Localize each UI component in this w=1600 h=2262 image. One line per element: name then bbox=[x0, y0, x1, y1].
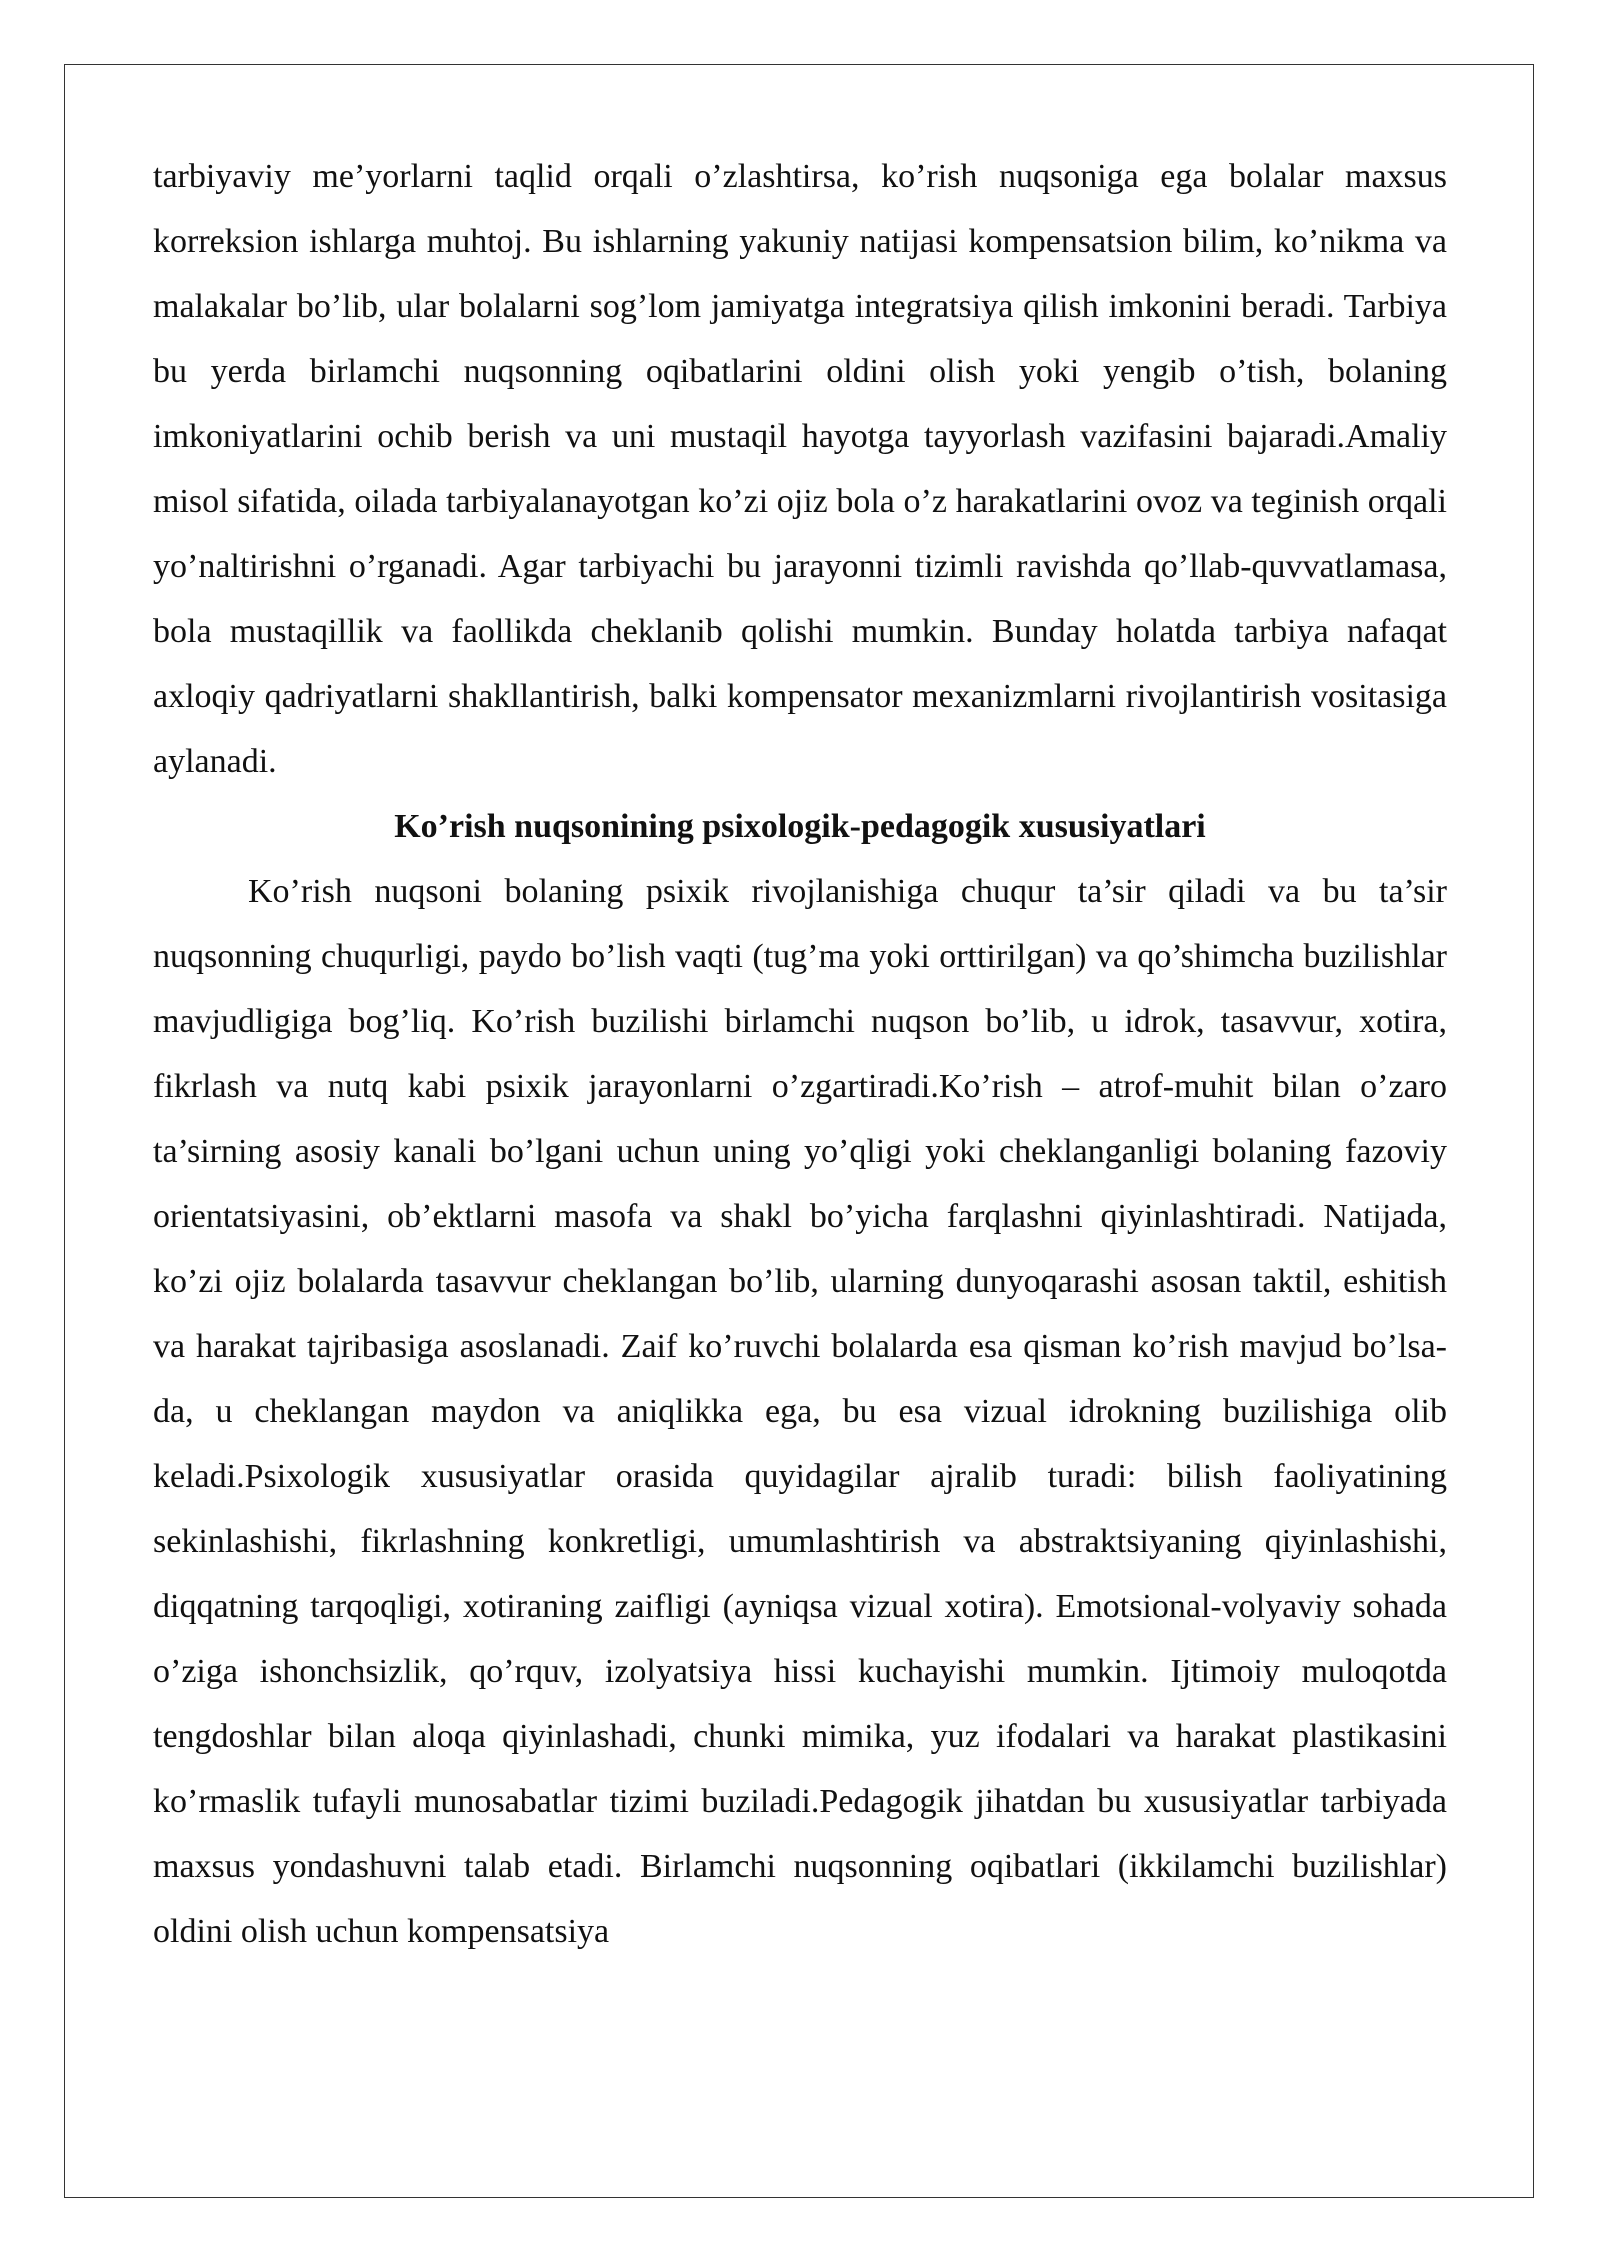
paragraph-continuation: tarbiyaviy me’yorlarni taqlid orqali o’zlashtirsa, ko’rish nuqsoniga ega bolalar maxsus korreksion ishlarga muhtoj. Bu ishlarning yakuniy natijasi kompensatsion bilim, ko’nikma va malakalar bo’lib, ular bolalarni sog’lom jamiyatga integratsiya qilish imkonini beradi. Tarbiya bu yerda birlamchi nuqsonning oqibatlarini oldini olish yoki yengib o’tish, bolaning imkoniyatlarini ochib berish va uni mustaqil hayotga tayyorlash vazifasini bajaradi.Amaliy misol sifatida, oilada tarbiyalanayotgan ko’zi ojiz bola o’z harakatlarini ovoz va teginish orqali yo’naltirishni o’rganadi. Agar tarbiyachi bu jarayonni tizimli ravishda qo’llab-quvvatlamasa, bola mustaqillik va faollikda cheklanib qolishi mumkin. Bunday holatda tarbiya nafaqat axloqiy qadriyatlarni shakllantirish, balki kompensator mexanizmlarni rivojlantirish vositasiga aylanadi. bbox=[153, 158, 1447, 780]
document-body bbox=[153, 144, 1447, 1964]
section-heading: Ko’rish nuqsonining psixologik-pedagogik xususiyatlari bbox=[394, 808, 1206, 845]
paragraph-body: Ko’rish nuqsoni bolaning psixik rivojlanishiga chuqur ta’sir qiladi va bu ta’sir nuqsonning chuqurligi, paydo bo’lish vaqti (tug’ma yoki orttirilgan) va qo’shimcha buzilishlar mavjudligiga bog’liq. Ko’rish buzilishi birlamchi nuqson bo’lib, u idrok, tasavvur, xotira, fikrlash va nutq kabi psixik jarayonlarni o’zgartiradi.Ko’rish – atrof-muhit bilan o’zaro ta’sirning asosiy kanali bo’lgani uchun uning yo’qligi yoki cheklanganligi bolaning fazoviy orientatsiyasini, ob’ektlarni masofa va shakl bo’yicha farqlashni qiyinlashtiradi. Natijada, ko’zi ojiz bolalarda tasavvur cheklangan bo’lib, ularning dunyoqarashi asosan taktil, eshitish va harakat tajribasiga asoslanadi. Zaif ko’ruvchi bolalarda esa qisman ko’rish mavjud bo’lsa-da, u cheklangan maydon va aniqlikka ega, bu esa vizual idrokning buzilishiga olib keladi.Psixologik xususiyatlar orasida quyidagilar ajralib turadi: bilish faoliyatining sekinlashishi, fikrlashning konkretligi, umumlashtirish va abstraktsiyaning qiyinlashishi, diqqatning tarqoqligi, xotiraning zaifligi (ayniqsa vizual xotira). Emotsional-volyaviy sohada o’ziga ishonchsizlik, qo’rquv, izolyatsiya hissi kuchayishi mumkin. Ijtimoiy muloqotda tengdoshlar bilan aloqa qiyinlashadi, chunki mimika, yuz ifodalari va harakat plastikasini ko’rmaslik tufayli munosabatlar tizimi buziladi.Pedagogik jihatdan bu xususiyatlar tarbiyada maxsus yondashuvni talab etadi. Birlamchi nuqsonning oqibatlari (ikkilamchi buzilishlar) oldini olish uchun kompensatsiya bbox=[153, 873, 1447, 1950]
